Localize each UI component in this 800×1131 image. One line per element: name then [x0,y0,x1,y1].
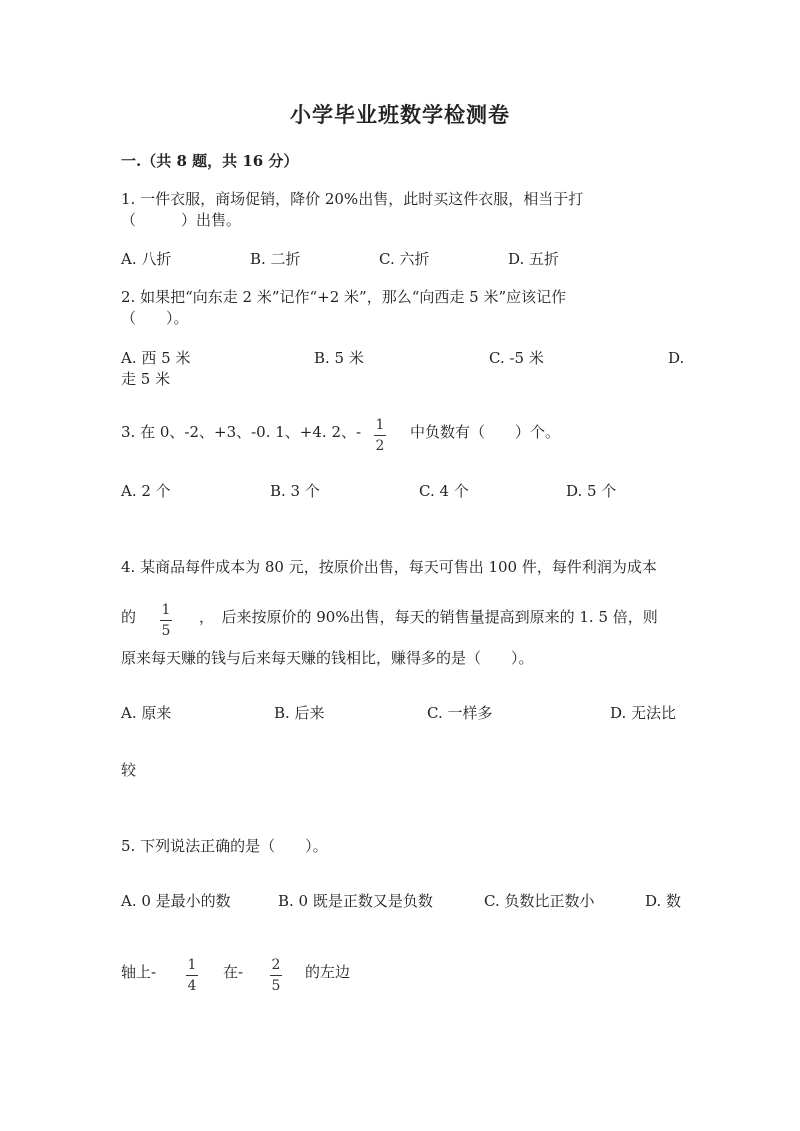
fraction-bar [270,975,282,976]
option-d[interactable]: D. 无法比 [610,704,677,722]
fraction-numerator: 1 [375,417,385,433]
option-b[interactable]: B. 3 个 [270,482,320,500]
fraction-denominator: 5 [271,978,281,994]
question-text: 4. 某商品每件成本为 80 元，按原价出售，每天可售出 100 件，每件利润为成本 [121,558,657,576]
fraction-denominator: 2 [375,438,385,454]
fraction-bar [160,620,172,621]
option-b[interactable]: B. 后来 [274,704,325,722]
fraction-bar [186,975,198,976]
option-d[interactable]: D. 五折 [508,250,560,268]
option-d[interactable]: D. [668,349,685,367]
option-d-cont[interactable]: 在- [223,963,244,981]
question-text-cont: 的 [121,608,137,626]
option-d-cont[interactable]: 轴上- [121,963,157,981]
fraction [268,957,284,994]
fraction-numerator: 2 [271,957,281,973]
option-b[interactable]: B. 5 米 [314,349,364,367]
option-c[interactable]: C. -5 米 [489,349,544,367]
option-d[interactable]: D. 数 [645,892,682,910]
option-a[interactable]: A. 2 个 [121,482,171,500]
option-c[interactable]: C. 六折 [379,250,430,268]
question-text-cont: 原来每天赚的钱与后来每天赚的钱相比，赚得多的是（ ）。 [121,649,534,667]
option-d-cont[interactable]: 较 [121,761,137,779]
fraction-denominator: 4 [187,978,197,994]
question-text: 5. 下列说法正确的是（ ）。 [121,837,328,855]
page-title: 小学毕业班数学检测卷 [290,102,510,127]
question-text-cont: （ ）出售。 [121,211,242,229]
fraction-denominator: 5 [161,623,171,639]
fraction [372,417,388,454]
option-b[interactable]: B. 0 既是正数又是负数 [278,892,433,910]
option-a[interactable]: A. 西 5 米 [121,349,191,367]
question-text-cont: （ ）。 [121,309,189,327]
option-a[interactable]: A. 八折 [121,250,172,268]
question-text: 2. 如果把“向东走 2 米”记作“+2 米”，那么“向西走 5 米”应该记作 [121,288,567,306]
option-d-cont[interactable]: 的左边 [305,963,351,981]
option-d-cont[interactable]: 走 5 米 [121,370,171,388]
fraction-numerator: 1 [187,957,197,973]
option-c[interactable]: C. 负数比正数小 [484,892,595,910]
option-c[interactable]: C. 4 个 [419,482,469,500]
option-a[interactable]: A. 0 是最小的数 [121,892,231,910]
question-text-cont: ， 后来按原价的 90%出售，每天的销售量提高到原来的 1. 5 倍，则 [199,608,658,626]
option-b[interactable]: B. 二折 [250,250,301,268]
fraction [158,602,174,639]
question-text-cont: 中负数有（ ）个。 [410,423,561,441]
option-c[interactable]: C. 一样多 [427,704,493,722]
fraction-numerator: 1 [161,602,171,618]
fraction [184,957,200,994]
option-a[interactable]: A. 原来 [121,704,172,722]
fraction-bar [374,435,386,436]
question-text: 1. 一件衣服，商场促销，降价 20%出售，此时买这件衣服，相当于打 [121,190,584,208]
section-heading: 一.（共 8 题，共 16 分） [121,152,299,170]
question-text: 3. 在 0、-2、+3、-0. 1、+4. 2、- [121,423,362,441]
option-d[interactable]: D. 5 个 [566,482,617,500]
